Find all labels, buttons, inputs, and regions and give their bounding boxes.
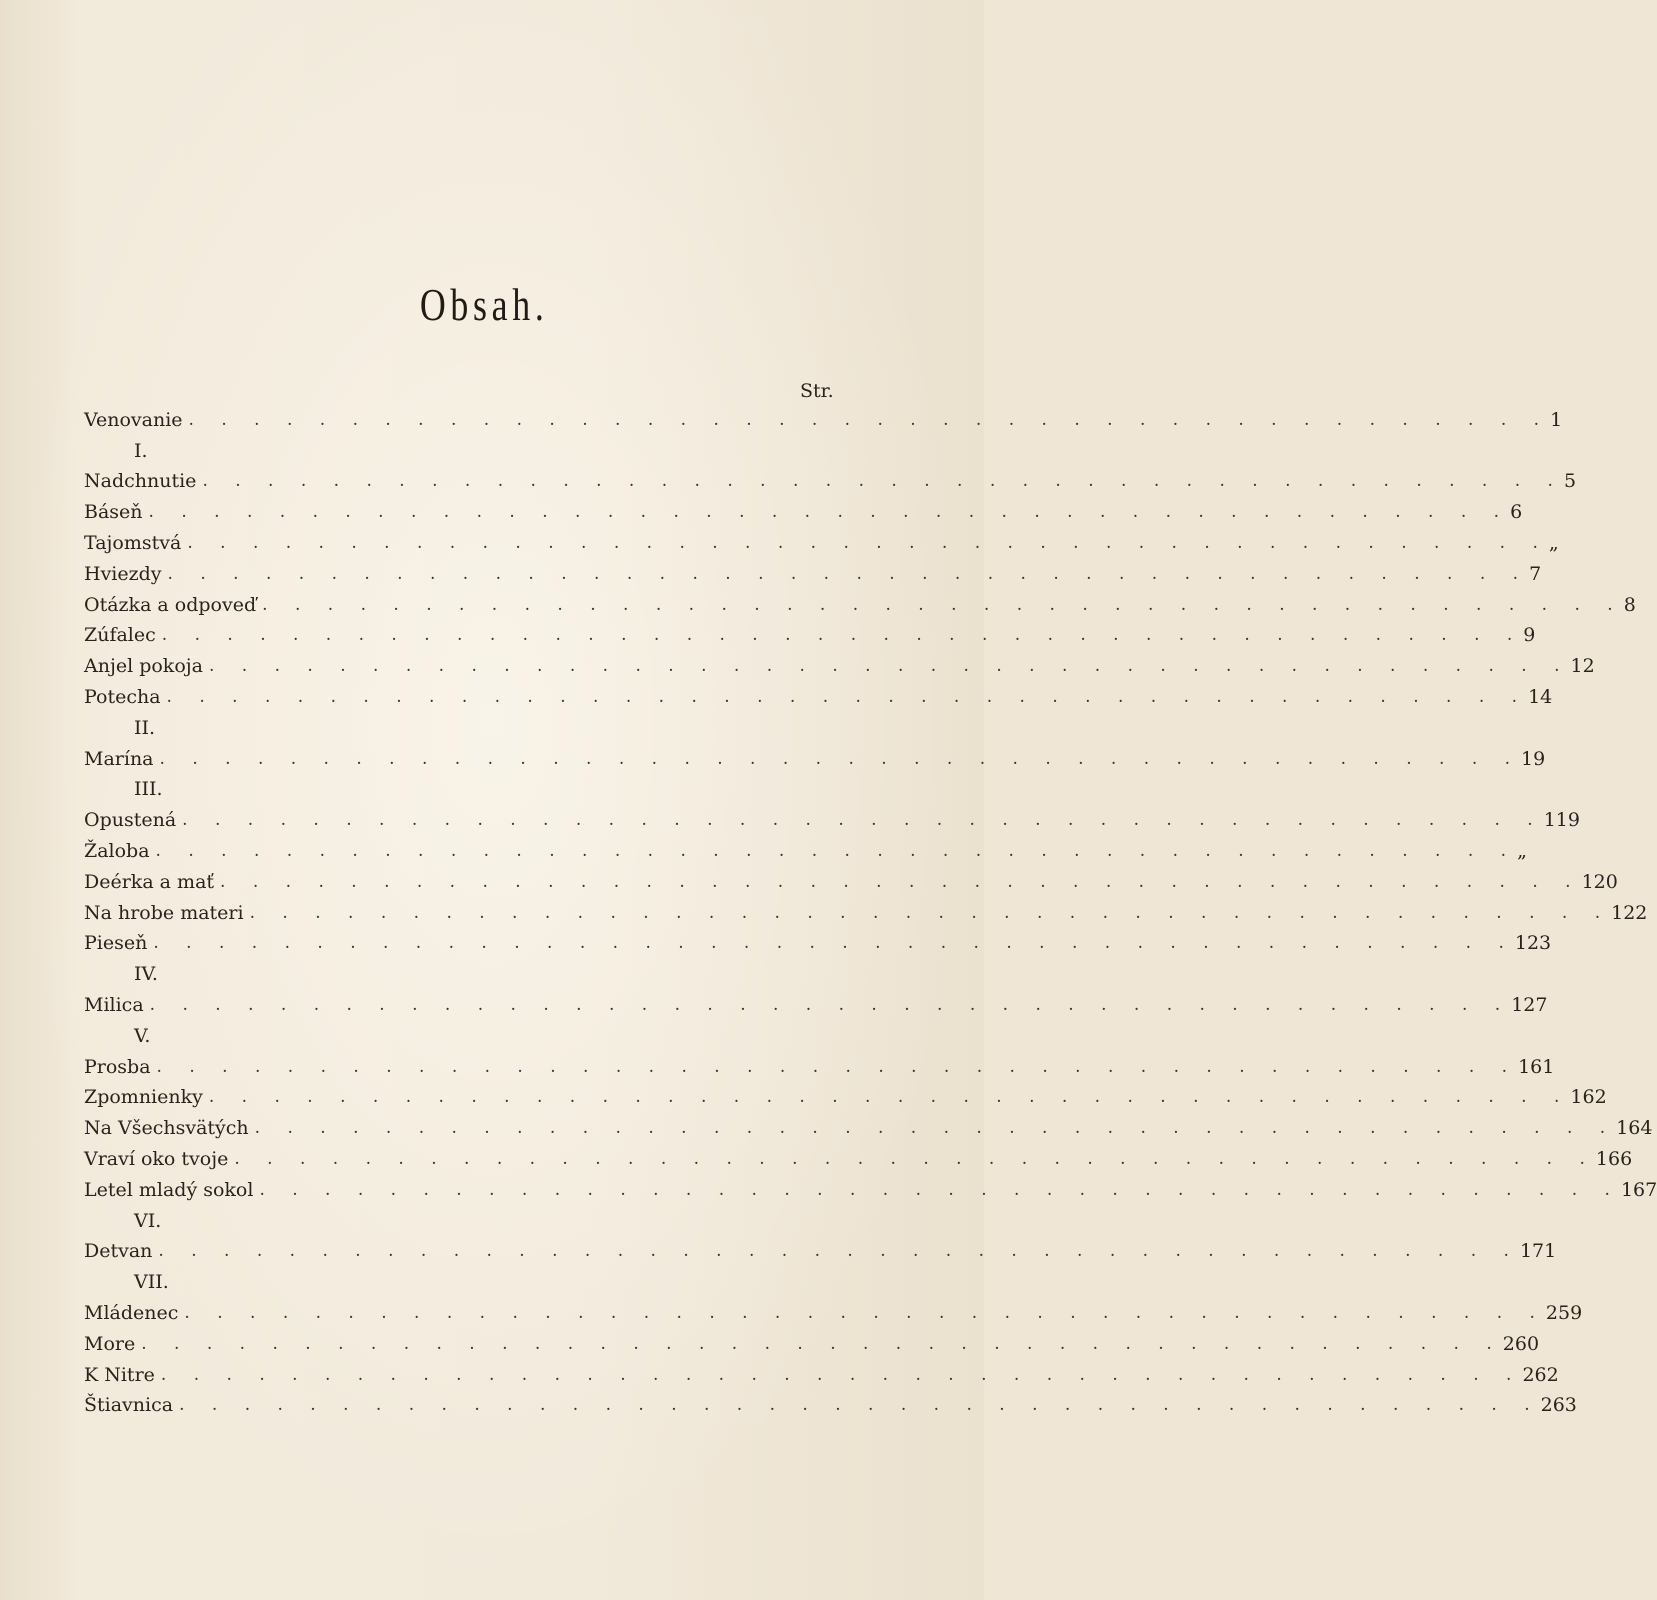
page-column-label: Str. — [800, 380, 834, 402]
toc-entry — [84, 1170, 1657, 1201]
toc-entry-page: 1 — [1550, 408, 1563, 431]
toc-entry — [84, 831, 1527, 862]
section-numeral: V. — [134, 1024, 151, 1047]
toc-entry-title: K Nitre — [84, 1363, 155, 1386]
section-numeral: VI. — [134, 1209, 162, 1232]
toc-entry-page: 5 — [1563, 470, 1577, 493]
toc-entry-title: Na Všechsvätých — [84, 1117, 249, 1140]
toc-entry-title: Na hrobe materi — [84, 901, 244, 924]
toc-entry-page: 119 — [1543, 809, 1580, 832]
toc-entry — [84, 462, 1577, 493]
toc-entry-page: 167 — [1620, 1178, 1657, 1201]
toc-entry — [84, 1078, 1607, 1109]
section-numeral: I. — [134, 439, 148, 462]
toc-entry-page: 166 — [1595, 1147, 1633, 1170]
toc-entry — [84, 1386, 1577, 1417]
toc-entry-title: Detvan — [84, 1240, 153, 1263]
toc-entry-title: Báseň — [84, 501, 143, 524]
toc-entry-page: 12 — [1570, 655, 1595, 678]
toc-entry-title: Otázka a odpoveď — [84, 593, 257, 616]
toc-entry-title: Anjel pokoja — [84, 655, 203, 678]
dot-leader: . . . . . . . . . . . . . . . . . . . . . . . . . . . . . . . . . . . . . . . . . . — [202, 471, 1564, 492]
toc-section-heading — [84, 1201, 826, 1232]
toc-entry-title: Vraví oko tvoje — [84, 1147, 229, 1170]
toc-entry-title: Tajomstvá — [84, 531, 182, 554]
toc-entry-title: Venovanie — [84, 408, 183, 431]
dot-leader: . . . . . . . . . . . . . . . . . . . . . . . . . . . . . . . . . . . . . . . . . . — [208, 656, 1571, 677]
dot-leader: . . . . . . . . . . . . . . . . . . . . . . . . . . . . . . . . . . . . . . . . . . — [161, 625, 1524, 646]
toc-section-heading — [84, 431, 826, 462]
toc-entry — [84, 554, 1542, 585]
toc-entry — [84, 1293, 1583, 1324]
section-numeral: II. — [134, 716, 156, 739]
toc-entry-title: Zpomnienky — [84, 1086, 203, 1109]
dot-leader: . . . . . . . . . . . . . . . . . . . . . . . . . . . . . . . . . . . . . . . . . . — [156, 1056, 1519, 1077]
toc-entry — [84, 893, 1648, 924]
toc-entry-page: 14 — [1528, 685, 1553, 708]
toc-entry — [84, 1108, 1653, 1140]
toc-section-heading — [84, 708, 826, 739]
toc-entry — [84, 616, 1536, 647]
toc-entry-title: Deérka a mať — [84, 870, 215, 893]
section-numeral: IV. — [134, 963, 158, 986]
toc-entry-title: Marína — [84, 747, 154, 770]
toc-entry-page: 161 — [1518, 1055, 1555, 1078]
toc-entry-title: Opustená — [84, 809, 177, 832]
dot-leader: . . . . . . . . . . . . . . . . . . . . . . . . . . . . . . . . . . . . . . . . . . — [179, 1395, 1541, 1416]
dot-leader: . . . . . . . . . . . . . . . . . . . . . . . . . . . . . . . . . . . . . . . . . . — [208, 1087, 1571, 1108]
toc-entry-title: Zúfalec — [84, 624, 156, 647]
dot-leader: . . . . . . . . . . . . . . . . . . . . . . . . . . . . . . . . . . . . . . . . . . — [158, 1241, 1520, 1262]
toc-entry-title: Nadchnutie — [84, 470, 197, 493]
toc-entry-page: 6 — [1510, 501, 1523, 524]
section-numeral: VII. — [134, 1271, 169, 1294]
toc-entry — [84, 800, 1580, 832]
toc-entry-page: 19 — [1521, 747, 1546, 770]
dot-leader: . . . . . . . . . . . . . . . . . . . . . . . . . . . . . . . . . . . . . . . . . . — [167, 563, 1530, 584]
dot-leader: . . . . . . . . . . . . . . . . . . . . . . . . . . . . . . . . . . . . . . . . . . — [220, 871, 1582, 892]
toc-section-heading — [84, 954, 826, 985]
toc-entry — [84, 523, 1559, 554]
toc-entry-title: Mládenec — [84, 1301, 179, 1324]
toc-entry-page: 7 — [1529, 562, 1542, 585]
toc-section-heading — [84, 1016, 826, 1047]
dot-leader: . . . . . . . . . . . . . . . . . . . . . . . . . . . . . . . . . . . . . . . . . . — [166, 686, 1529, 707]
toc-entry-page: 263 — [1540, 1394, 1577, 1417]
dot-leader: . . . . . . . . . . . . . . . . . . . . . . . . . . . . . . . . . . . . . . . . . . — [155, 840, 1518, 861]
toc-entry-title: Žaloba — [84, 839, 150, 862]
dot-leader: . . . . . . . . . . . . . . . . . . . . . . . . . . . . . . . . . . . . . . . . . . — [141, 1333, 1503, 1354]
toc-entry-title: Prosba — [84, 1055, 151, 1078]
toc-entry — [84, 1139, 1633, 1170]
toc-entry-title: Potecha — [84, 685, 161, 708]
toc-entry-page: „ — [1548, 531, 1559, 554]
toc-entry — [84, 585, 1636, 616]
toc-entry — [84, 739, 1546, 770]
toc-entry — [84, 646, 1595, 678]
dot-leader: . . . . . . . . . . . . . . . . . . . . . . . . . . . . . . . . . . . . . . . . . . — [187, 532, 1549, 553]
toc-entry — [84, 862, 1618, 893]
dot-leader: . . . . . . . . . . . . . . . . . . . . . . . . . . . . . . . . . . . . . . . . . . — [184, 1302, 1546, 1323]
toc-entry-page: 260 — [1502, 1332, 1540, 1355]
toc-entry — [84, 1047, 1555, 1078]
dot-leader: . . . . . . . . . . . . . . . . . . . . . . . . . . . . . . . . . . . . . . . . . . — [153, 933, 1515, 954]
toc-entry — [84, 924, 1552, 955]
toc-entry-page: „ — [1517, 839, 1527, 862]
dot-leader: . . . . . . . . . . . . . . . . . . . . . . . . . . . . . . . . . . . . . . . . . . — [262, 594, 1624, 615]
dot-leader: . . . . . . . . . . . . . . . . . . . . . . . . . . . . . . . . . . . . . . . . . . — [149, 994, 1512, 1015]
toc-entry-title: More — [84, 1332, 136, 1355]
toc-section-heading — [84, 1262, 826, 1293]
toc-entry-page: 120 — [1581, 870, 1618, 893]
toc-entry — [84, 492, 1523, 524]
toc-entry-page: 162 — [1570, 1086, 1607, 1109]
toc-entry-title: Hviezdy — [84, 562, 162, 585]
toc-entry — [84, 1355, 1559, 1386]
toc-entry-page: 164 — [1616, 1117, 1653, 1140]
toc-entry — [84, 985, 1548, 1016]
toc-entry-page: 9 — [1523, 624, 1536, 647]
toc-entry-title: Letel mladý sokol — [84, 1178, 254, 1201]
page-title: Obsah. — [419, 279, 549, 330]
dot-leader: . . . . . . . . . . . . . . . . . . . . . . . . . . . . . . . . . . . . . . . . . . — [254, 1118, 1617, 1139]
toc-entry — [84, 400, 1563, 431]
toc-entry-page: 171 — [1519, 1240, 1557, 1263]
table-of-contents — [84, 400, 1657, 1417]
toc-entry — [84, 1232, 1557, 1263]
dot-leader: . . . . . . . . . . . . . . . . . . . . . . . . . . . . . . . . . . . . . . . . . . — [259, 1179, 1621, 1200]
dot-leader: . . . . . . . . . . . . . . . . . . . . . . . . . . . . . . . . . . . . . . . . . . — [148, 502, 1511, 523]
toc-entry-title: Milica — [84, 993, 144, 1016]
toc-entry-page: 123 — [1514, 932, 1552, 955]
toc-entry — [84, 677, 1553, 708]
dot-leader: . . . . . . . . . . . . . . . . . . . . . . . . . . . . . . . . . . . . . . . . . . — [188, 409, 1551, 430]
dot-leader: . . . . . . . . . . . . . . . . . . . . . . . . . . . . . . . . . . . . . . . . . . — [249, 902, 1612, 923]
toc-entry-title: Štiavnica — [84, 1394, 174, 1417]
dot-leader: . . . . . . . . . . . . . . . . . . . . . . . . . . . . . . . . . . . . . . . . . . — [182, 810, 1544, 831]
toc-entry-page: 127 — [1511, 993, 1548, 1016]
toc-entry-page: 122 — [1611, 901, 1648, 924]
toc-entry-page: 259 — [1545, 1301, 1583, 1324]
toc-entry-title: Pieseň — [84, 932, 148, 955]
toc-section-heading — [84, 770, 826, 801]
toc-entry-page: 262 — [1522, 1363, 1559, 1386]
section-numeral: III. — [134, 778, 163, 801]
dot-leader: . . . . . . . . . . . . . . . . . . . . . . . . . . . . . . . . . . . . . . . . . . — [160, 1364, 1523, 1385]
dot-leader: . . . . . . . . . . . . . . . . . . . . . . . . . . . . . . . . . . . . . . . . . . — [159, 748, 1522, 769]
dot-leader: . . . . . . . . . . . . . . . . . . . . . . . . . . . . . . . . . . . . . . . . . . — [234, 1148, 1596, 1169]
toc-entry — [84, 1324, 1540, 1355]
toc-entry-page: 8 — [1623, 593, 1636, 616]
